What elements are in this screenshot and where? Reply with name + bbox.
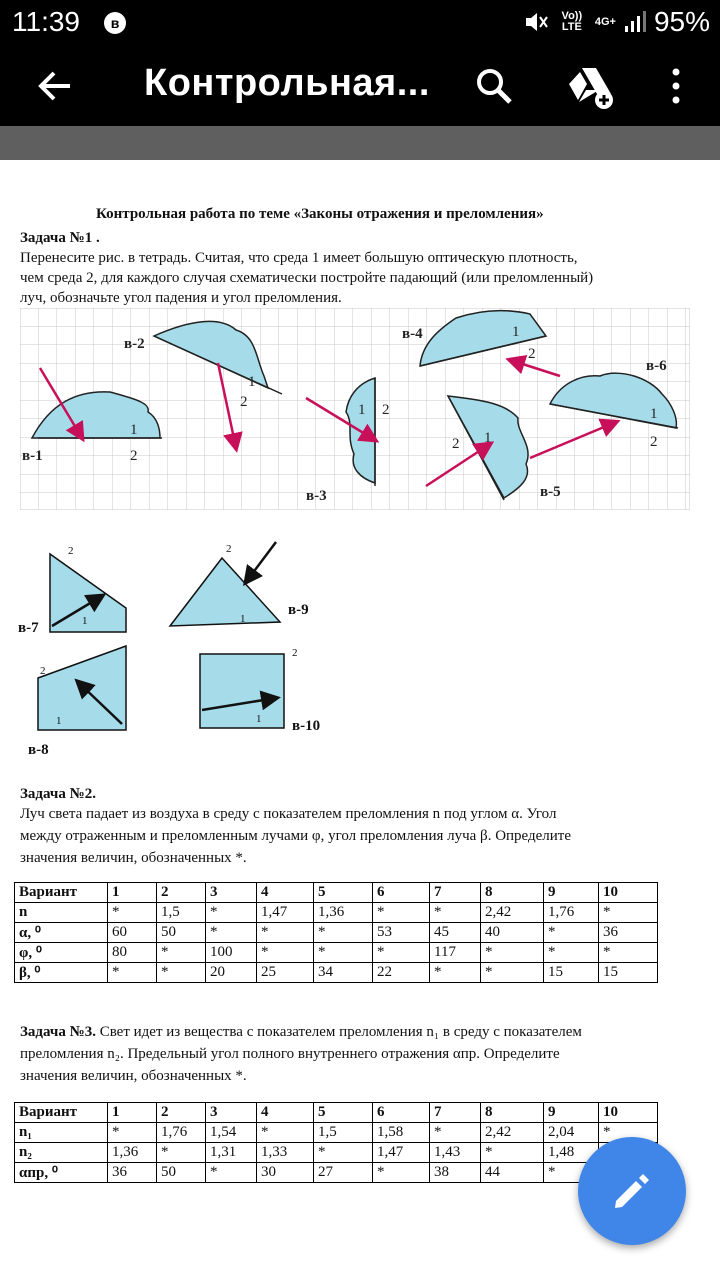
task2-table-row-label: n xyxy=(15,903,108,923)
task2-table-cell: * xyxy=(481,943,544,963)
task2-table-header-cell: 10 xyxy=(599,883,658,903)
task3-table-cell: 1,48 xyxy=(544,1143,599,1163)
task2-table-cell: * xyxy=(108,963,157,983)
task3-table-cell: * xyxy=(430,1123,481,1143)
medium-label: 2 xyxy=(240,394,248,410)
task3-table-cell: * xyxy=(373,1163,430,1183)
network-type: 4G+ xyxy=(594,15,616,28)
medium-label: 2 xyxy=(68,545,74,557)
variant-label-2: в-2 xyxy=(124,336,145,352)
document-page xyxy=(0,160,720,1280)
toolbar-shadow xyxy=(0,126,720,160)
task3-table-cell: 50 xyxy=(157,1163,206,1183)
task3-table-cell: 1,47 xyxy=(373,1143,430,1163)
medium-label: 1 xyxy=(240,613,246,625)
task3-table-cell: * xyxy=(314,1143,373,1163)
doc-heading: Контрольная работа по теме «Законы отражения и преломления» xyxy=(96,206,544,222)
task2-table-cell: * xyxy=(157,963,206,983)
status-time: 11:39 xyxy=(12,6,80,37)
task2-table-cell: 1,47 xyxy=(257,903,314,923)
task2-table-cell: * xyxy=(373,943,430,963)
task2-line2: между отраженным и преломленным лучами φ, угол преломления луча β. Определите xyxy=(20,828,572,844)
task2-table-cell: * xyxy=(257,943,314,963)
medium-label: 2 xyxy=(292,647,298,659)
task3-table-header-cell: 6 xyxy=(373,1103,430,1123)
edit-fab-button[interactable] xyxy=(578,1137,686,1245)
task2-table-row xyxy=(15,903,658,923)
task2-table-cell: * xyxy=(430,903,481,923)
task1-grid-figure xyxy=(20,308,690,510)
task3-table-row xyxy=(15,1163,658,1183)
task2-table-cell: 117 xyxy=(430,943,481,963)
task3-table-cell: 1,36 xyxy=(108,1143,157,1163)
edit-pencil-icon xyxy=(610,1169,654,1213)
medium-label: 2 xyxy=(452,436,460,452)
task3-table-cell: 36 xyxy=(108,1163,157,1183)
task2-table-header-cell: 7 xyxy=(430,883,481,903)
task1-line3: луч, обозначьте угол падения и угол преломления. xyxy=(20,290,342,306)
task2-table-cell: 100 xyxy=(206,943,257,963)
task3-table-header-cell: 2 xyxy=(157,1103,206,1123)
task1-line2: чем среда 2, для каждого случая схематически постройте падающий (или преломленный) xyxy=(20,270,594,286)
task2-table-cell: * xyxy=(544,943,599,963)
task3-table xyxy=(14,1102,658,1183)
task2-table-cell: 15 xyxy=(599,963,658,983)
medium-label: 1 xyxy=(484,430,492,446)
document-title: Контрольная... xyxy=(144,62,430,104)
task3-table-header-cell: 9 xyxy=(544,1103,599,1123)
task2-table-cell: 40 xyxy=(481,923,544,943)
task3-table-cell: 44 xyxy=(481,1163,544,1183)
task2-table-cell: * xyxy=(206,923,257,943)
task3-table-row-label: n₂ xyxy=(15,1143,108,1163)
task2-line1: Луч света падает из воздуха в среду с показателем преломления n под углом α. Угол xyxy=(20,806,557,822)
task3-table-header-cell: 7 xyxy=(430,1103,481,1123)
task2-table-row-label: α, ⁰ xyxy=(15,923,108,943)
task2-table xyxy=(14,882,658,983)
task3-table-cell: * xyxy=(157,1143,206,1163)
variant-label-10: в-10 xyxy=(292,718,321,734)
medium-label: 1 xyxy=(256,713,262,725)
mute-icon xyxy=(523,9,549,35)
medium-label: 1 xyxy=(248,374,256,390)
battery-level: 95% xyxy=(653,6,710,37)
task1-line1: Перенесите рис. в тетрадь. Считая, что среда 1 имеет большую оптическую плотность, xyxy=(20,250,578,266)
medium-label: 1 xyxy=(650,406,658,422)
task3-table-cell: * xyxy=(206,1163,257,1183)
medium-label: 1 xyxy=(358,402,366,418)
task2-table-cell: * xyxy=(430,963,481,983)
task3-table-row xyxy=(15,1103,658,1123)
task2-table-cell: 50 xyxy=(157,923,206,943)
task2-table-row xyxy=(15,943,658,963)
task3-table-cell: * xyxy=(544,1163,599,1183)
task2-table-cell: 22 xyxy=(373,963,430,983)
task3-table-row-label: n₁ xyxy=(15,1123,108,1143)
medium-label: 2 xyxy=(382,402,390,418)
app-bar xyxy=(0,46,720,126)
task2-table-cell: 60 xyxy=(108,923,157,943)
task2-table-row-label: φ, ⁰ xyxy=(15,943,108,963)
task3-table-cell: 1,76 xyxy=(157,1123,206,1143)
variant-label-4: в-4 xyxy=(402,326,423,342)
task3-table-cell: 1,5 xyxy=(314,1123,373,1143)
task3-table-header-cell: Вариант xyxy=(15,1103,108,1123)
task3-table-header-cell: 3 xyxy=(206,1103,257,1123)
task3-table-row xyxy=(15,1143,658,1163)
task3-table-header-cell: 4 xyxy=(257,1103,314,1123)
variant-label-3: в-3 xyxy=(306,488,327,504)
task2-table-header-cell: 6 xyxy=(373,883,430,903)
signal-icon xyxy=(624,10,646,34)
status-bar xyxy=(0,0,720,46)
task2-table-cell: 15 xyxy=(544,963,599,983)
more-vert-icon[interactable] xyxy=(664,66,688,106)
task2-table-header-cell: 9 xyxy=(544,883,599,903)
task2-table-header-cell: 4 xyxy=(257,883,314,903)
medium-label: 2 xyxy=(528,346,536,362)
task3-table-row xyxy=(15,1123,658,1143)
task2-table-row xyxy=(15,963,658,983)
task2-table-header-cell: 3 xyxy=(206,883,257,903)
task2-table-cell: * xyxy=(314,943,373,963)
task3-table-cell: * xyxy=(599,1123,658,1143)
task2-table-cell: 1,76 xyxy=(544,903,599,923)
task3-line2: преломления n₂. Предельный угол полного внутреннего отражения αпр. Определите xyxy=(20,1046,560,1062)
task2-line3: значения величин, обозначенных *. xyxy=(20,850,247,866)
task3-table-header-cell: 8 xyxy=(481,1103,544,1123)
task3-line1: Задача №3. Свет идет из вещества с показателем преломления n₁ в среду с показателем xyxy=(20,1024,582,1040)
task2-table-header-cell: 1 xyxy=(108,883,157,903)
variant-label-9: в-9 xyxy=(288,602,309,618)
notification-badge-icon: в xyxy=(104,12,126,34)
medium-label: 1 xyxy=(512,324,520,340)
medium-label: 2 xyxy=(226,543,232,555)
task3-table-cell: 38 xyxy=(430,1163,481,1183)
task2-table-cell: 1,5 xyxy=(157,903,206,923)
task2-table-row xyxy=(15,883,658,903)
variant-label-6: в-6 xyxy=(646,358,667,374)
search-icon[interactable] xyxy=(474,66,514,106)
task3-table-cell: * xyxy=(257,1123,314,1143)
task2-table-cell: * xyxy=(206,903,257,923)
task3-table-cell: 2,04 xyxy=(544,1123,599,1143)
task2-table-cell: * xyxy=(373,903,430,923)
task2-table-cell: 1,36 xyxy=(314,903,373,923)
task2-table-cell: 53 xyxy=(373,923,430,943)
task3-table-cell: 2,42 xyxy=(481,1123,544,1143)
task2-table-cell: 25 xyxy=(257,963,314,983)
task2-table-cell: 36 xyxy=(599,923,658,943)
task3-table-cell: 1,43 xyxy=(430,1143,481,1163)
medium-label: 1 xyxy=(56,715,62,727)
task3-table-cell: * xyxy=(481,1143,544,1163)
drive-add-icon[interactable] xyxy=(566,62,614,110)
task2-table-cell: * xyxy=(599,903,658,923)
variant-label-5: в-5 xyxy=(540,484,561,500)
task3-table-header-cell: 1 xyxy=(108,1103,157,1123)
task2-table-cell: * xyxy=(157,943,206,963)
task3-table-header-cell: 10 xyxy=(599,1103,658,1123)
task3-table-cell: 1,31 xyxy=(206,1143,257,1163)
task3-table-row-label: αпр, ⁰ xyxy=(15,1163,108,1183)
medium-label: 1 xyxy=(82,615,88,627)
task2-table-cell: 34 xyxy=(314,963,373,983)
task2-table-cell: 80 xyxy=(108,943,157,963)
volte-indicator: Vo)) LTE xyxy=(561,10,583,33)
variant-label-1: в-1 xyxy=(22,448,43,464)
task2-table-cell: * xyxy=(481,963,544,983)
task2-table-cell: * xyxy=(544,923,599,943)
task3-table-cell: 1,33 xyxy=(257,1143,314,1163)
task2-table-row xyxy=(15,923,658,943)
task1-prism-figure xyxy=(14,538,344,758)
variant-label-7: в-7 xyxy=(18,620,39,636)
task3-table-cell: * xyxy=(108,1123,157,1143)
task2-table-cell: * xyxy=(314,923,373,943)
task2-table-header-cell: Вариант xyxy=(15,883,108,903)
task2-table-cell: * xyxy=(599,943,658,963)
task3-table-cell: 1,54 xyxy=(206,1123,257,1143)
medium-label: 2 xyxy=(650,434,658,450)
medium-label: 2 xyxy=(40,665,46,677)
variant-label-8: в-8 xyxy=(28,742,49,758)
task3-table-header-cell: 5 xyxy=(314,1103,373,1123)
task2-table-header-cell: 5 xyxy=(314,883,373,903)
task2-table-cell: * xyxy=(108,903,157,923)
task2-table-header-cell: 8 xyxy=(481,883,544,903)
arrow-back-icon[interactable] xyxy=(34,66,74,106)
task2-table-row-label: β, ⁰ xyxy=(15,963,108,983)
task2-table-cell: 2,42 xyxy=(481,903,544,923)
task2-table-cell: 20 xyxy=(206,963,257,983)
task2-title: Задача №2. xyxy=(20,786,96,802)
task3-table-cell: 27 xyxy=(314,1163,373,1183)
task3-table-cell: 1,58 xyxy=(373,1123,430,1143)
medium-label: 2 xyxy=(130,448,138,464)
task2-table-header-cell: 2 xyxy=(157,883,206,903)
task1-title: Задача №1 . xyxy=(20,230,100,246)
task3-line3: значения величин, обозначенных *. xyxy=(20,1068,247,1084)
medium-label: 1 xyxy=(130,422,138,438)
task3-table-cell: 30 xyxy=(257,1163,314,1183)
task2-table-cell: * xyxy=(257,923,314,943)
task2-table-cell: 45 xyxy=(430,923,481,943)
